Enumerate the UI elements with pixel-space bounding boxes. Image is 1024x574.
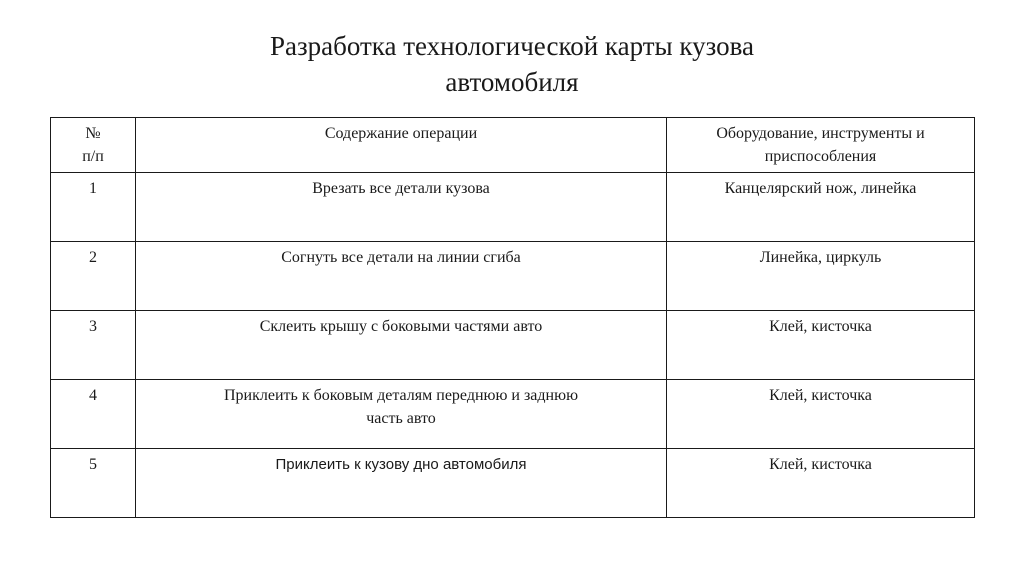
operations-table [50,117,975,518]
row-num: 5 [51,449,136,518]
row-operation: Приклеить к кузову дно автомобиля [136,449,667,518]
row-operation: Врезать все детали кузова [136,173,667,242]
header-num-line-2: п/п [82,148,104,165]
row-operation-line-1: Приклеить к боковым деталям переднюю и заднюю [223,387,579,404]
row-num: 3 [51,311,136,380]
table-header-row [51,118,975,173]
row-num: 1 [51,173,136,242]
table-row [51,380,975,449]
header-operation: Содержание операции [136,118,667,173]
table-row [51,173,975,242]
row-operation-line-2: часть авто [366,410,436,427]
slide-title [0,28,1024,100]
row-operation: Согнуть все детали на линии сгиба [136,242,667,311]
header-equipment-line-1: Оборудование, инструменты и [716,125,925,142]
row-operation: Склеить крышу с боковыми частями авто [136,311,667,380]
row-num: 4 [51,380,136,449]
table-row [51,242,975,311]
row-num: 2 [51,242,136,311]
row-equipment: Канцелярский нож, линейка [667,173,975,242]
table-row [51,311,975,380]
header-num [51,118,136,173]
row-equipment: Клей, кисточка [667,380,975,449]
header-num-line-1: № [85,125,101,142]
row-operation [136,380,667,449]
row-equipment: Клей, кисточка [667,449,975,518]
header-equipment [667,118,975,173]
table-row [51,449,975,518]
row-equipment: Линейка, циркуль [667,242,975,311]
slide-title-line-1: Разработка технологической карты кузова [269,31,755,61]
header-equipment-line-2: приспособления [764,148,877,165]
slide-title-line-2: автомобиля [445,67,579,97]
row-equipment: Клей, кисточка [667,311,975,380]
